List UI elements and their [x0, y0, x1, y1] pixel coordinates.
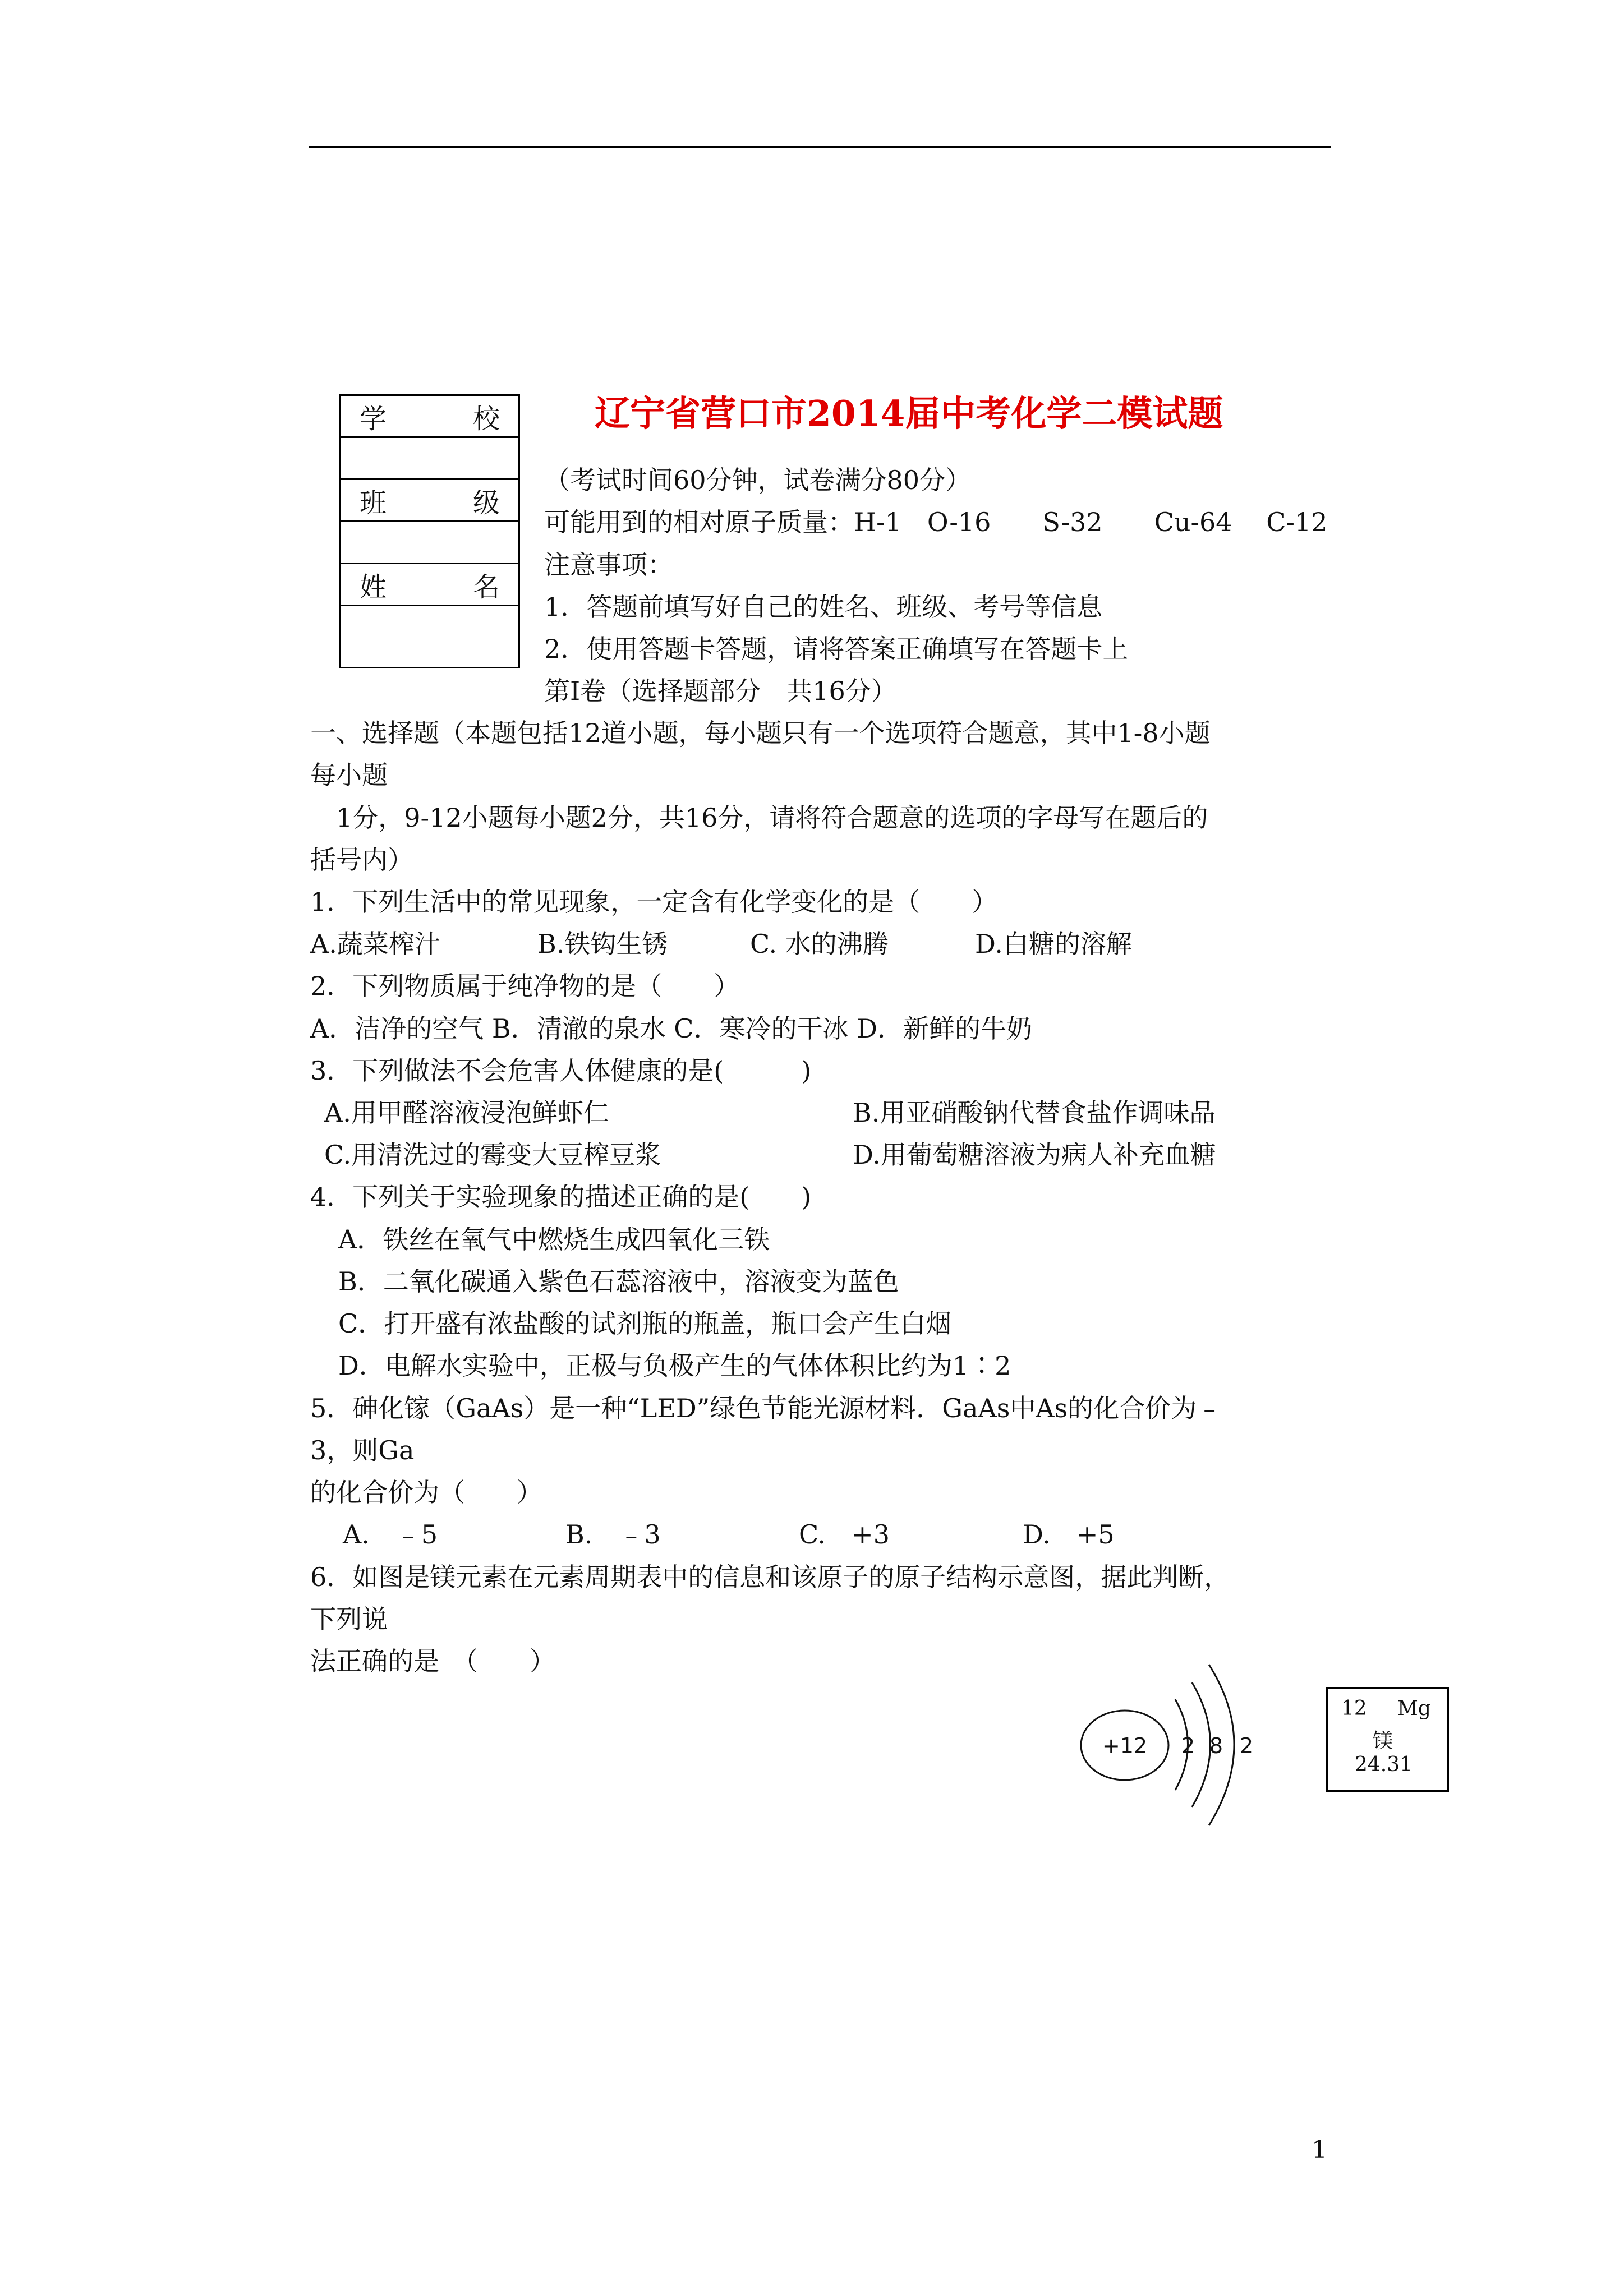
question-6-line3: 法正确的是 （ ）: [310, 1646, 555, 1676]
school-label: 学 校: [360, 403, 500, 435]
student-info-table: [339, 394, 520, 668]
name-field[interactable]: [341, 606, 519, 668]
atomic-number: 12: [1341, 1697, 1367, 1720]
question-5-line3: 的化合价为（ ）: [310, 1477, 542, 1507]
question-3-stem: 3．下列做法不会危害人体健康的是( ): [310, 1055, 812, 1086]
question-2-stem: 2．下列物质属于纯净物的是（ ）: [310, 971, 740, 1001]
shell-1-electrons: 2: [1181, 1733, 1195, 1758]
atomic-mass: 24.31: [1355, 1753, 1413, 1776]
notice-item-2: 2．使用答题卡答题，请将答案正确填写在答题卡上: [544, 634, 1129, 664]
question-5-option-c[interactable]: C. +3: [799, 1519, 890, 1550]
question-1-stem: 1．下列生活中的常见现象，一定含有化学变化的是（ ）: [310, 887, 998, 917]
shell-2-electrons: 8: [1209, 1733, 1223, 1758]
question-4-option-b[interactable]: B．二氧化碳通入紫色石蕊溶液中，溶液变为蓝色: [338, 1266, 899, 1297]
element-symbol: Mg: [1397, 1697, 1431, 1720]
part-one-heading: 第I卷（选择题部分 共16分）: [544, 676, 897, 706]
question-1-option-c[interactable]: C. 水的沸腾: [750, 929, 889, 959]
header-rule: [309, 146, 1331, 148]
question-1-option-d[interactable]: D.白糖的溶解: [975, 929, 1132, 959]
element-card: [1326, 1687, 1449, 1792]
atomic-masses: 可能用到的相对原子质量：H-1 O-16 S-32 Cu-64 C-12: [544, 507, 1328, 537]
question-4-stem: 4．下列关于实验现象的描述正确的是( ): [310, 1182, 812, 1212]
question-5-option-b[interactable]: B. ﹣3: [565, 1519, 661, 1550]
question-5-option-a[interactable]: A. ﹣5: [343, 1519, 438, 1550]
question-3-option-b[interactable]: B.用亚硝酸钠代替食盐作调味品: [853, 1098, 1216, 1128]
section-instructions-line4: 括号内）: [310, 845, 413, 875]
question-3-option-c[interactable]: C.用清洗过的霉变大豆榨豆浆: [324, 1140, 661, 1170]
nucleus-charge: +12: [1102, 1733, 1148, 1758]
page-number: 1: [1312, 2136, 1327, 2164]
section-instructions-line2: 每小题: [310, 760, 388, 790]
exam-title: 辽宁省营口市2014届中考化学二模试题: [595, 393, 1223, 434]
question-4-option-a[interactable]: A．铁丝在氧气中燃烧生成四氧化三铁: [338, 1224, 770, 1255]
shell-3-electrons: 2: [1239, 1733, 1254, 1758]
question-2-options[interactable]: A．洁净的空气 B．清澈的泉水 C．寒冷的干冰 D．新鲜的牛奶: [310, 1013, 1032, 1044]
section-instructions-line1: 一、选择题（本题包括12道小题，每小题只有一个选项符合题意，其中1-8小题: [310, 718, 1211, 748]
question-5-line2: 3，则Ga: [310, 1435, 415, 1465]
exam-time-note: （考试时间60分钟，试卷满分80分）: [544, 465, 972, 495]
school-field[interactable]: [341, 437, 519, 480]
notice-heading: 注意事项：: [544, 550, 673, 580]
question-3-option-d[interactable]: D.用葡萄糖溶液为病人补充血糖: [853, 1140, 1216, 1170]
notice-item-1: 1．答题前填写好自己的姓名、班级、考号等信息: [544, 592, 1103, 622]
element-name: 镁: [1373, 1730, 1393, 1753]
question-4-option-c[interactable]: C．打开盛有浓盐酸的试剂瓶的瓶盖，瓶口会产生白烟: [338, 1308, 952, 1339]
question-3-option-a[interactable]: A.用甲醛溶液浸泡鲜虾仁: [324, 1098, 609, 1128]
question-5-line1: 5．砷化镓（GaAs）是一种“LED”绿色节能光源材料．GaAs中As的化合价为﹣: [310, 1393, 1223, 1423]
question-1-option-a[interactable]: A.蔬菜榨汁: [310, 929, 440, 959]
section-instructions-line3: 1分，9-12小题每小题2分，共16分，请将符合题意的选项的字母写在题后的: [310, 803, 1208, 833]
atom-structure-diagram: [1066, 1654, 1279, 1834]
name-label: 姓 名: [360, 571, 500, 603]
question-6-line1: 6．如图是镁元素在元素周期表中的信息和该原子的原子结构示意图，据此判断，: [310, 1562, 1230, 1592]
question-4-option-d[interactable]: D．电解水实验中，正极与负极产生的气体体积比约为1∶2: [338, 1350, 1011, 1381]
question-1-option-b[interactable]: B.铁钩生锈: [537, 929, 668, 959]
class-label: 班 级: [360, 487, 500, 519]
question-6-line2: 下列说: [310, 1604, 388, 1634]
question-5-option-d[interactable]: D. +5: [1023, 1519, 1115, 1550]
class-field[interactable]: [341, 522, 519, 564]
